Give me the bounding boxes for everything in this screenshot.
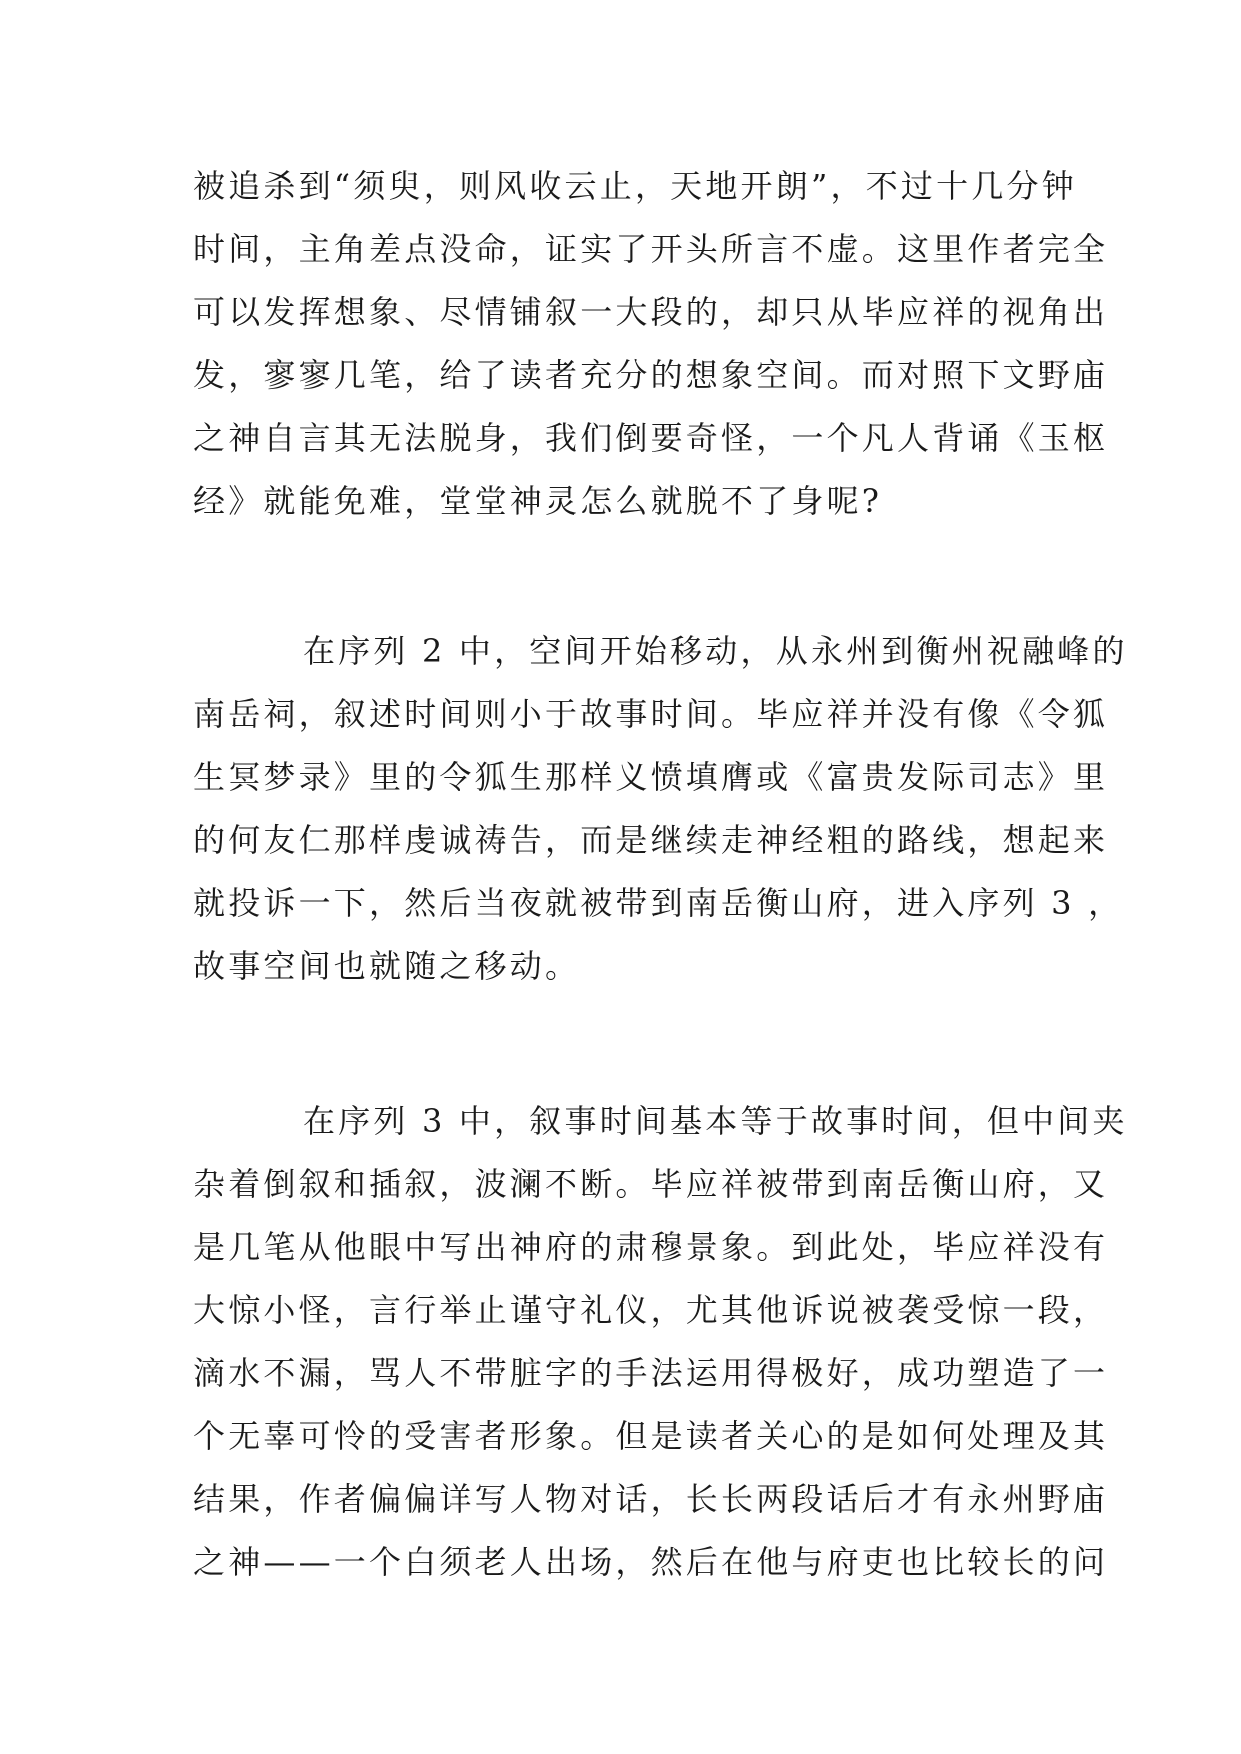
text-line: 生冥梦录》里的令狐生那样义愤填膺或《富贵发际司志》里: [193, 758, 1109, 796]
text-line: 故事空间也就随之移动。: [193, 947, 581, 985]
text-line: 结果，作者偏偏详写人物对话，长长两段话后才有永州野庙: [193, 1480, 1109, 1518]
text-line-content: 在序列 2 中，空间开始移动，从永州到衡州祝融峰的: [303, 632, 1128, 670]
text-line: 时间，主角差点没命，证实了开头所言不虚。这里作者完全: [193, 230, 1109, 268]
text-line-indented: [193, 620, 1128, 683]
text-line-indented: [193, 1090, 1128, 1153]
paragraph-2: [193, 620, 1128, 998]
text-line: 的何友仁那样虔诚祷告，而是继续走神经粗的路线，想起来: [193, 821, 1109, 859]
text-line: 滴水不漏，骂人不带脏字的手法运用得极好，成功塑造了一: [193, 1354, 1109, 1392]
text-line: 经》就能免难，堂堂神灵怎么就脱不了身呢?: [193, 482, 883, 520]
text-line: 大惊小怪，言行举止谨守礼仪，尤其他诉说被袭受惊一段，: [193, 1291, 1109, 1329]
text-line: 是几笔从他眼中写出神府的肃穆景象。到此处，毕应祥没有: [193, 1228, 1109, 1266]
text-line: 南岳祠，叙述时间则小于故事时间。毕应祥并没有像《令狐: [193, 695, 1109, 733]
paragraph-3: [193, 1090, 1128, 1594]
text-line: 发，寥寥几笔，给了读者充分的想象空间。而对照下文野庙: [193, 356, 1109, 394]
text-line: 杂着倒叙和插叙，波澜不断。毕应祥被带到南岳衡山府，又: [193, 1165, 1109, 1203]
text-line: 被追杀到“须臾，则风收云止，天地开朗”，不过十几分钟: [193, 167, 1077, 205]
text-line-content: 在序列 3 中，叙事时间基本等于故事时间，但中间夹: [303, 1102, 1128, 1140]
text-line: 之神自言其无法脱身，我们倒要奇怪，一个凡人背诵《玉枢: [193, 419, 1109, 457]
text-line: 个无辜可怜的受害者形象。但是读者关心的是如何处理及其: [193, 1417, 1109, 1455]
text-line: 就投诉一下，然后当夜就被带到南岳衡山府，进入序列 3 ，: [193, 884, 1124, 922]
paragraph-1: [193, 155, 1109, 533]
text-line: 可以发挥想象、尽情铺叙一大段的，却只从毕应祥的视角出: [193, 293, 1109, 331]
text-line: 之神——一个白须老人出场，然后在他与府吏也比较长的问: [193, 1543, 1109, 1581]
